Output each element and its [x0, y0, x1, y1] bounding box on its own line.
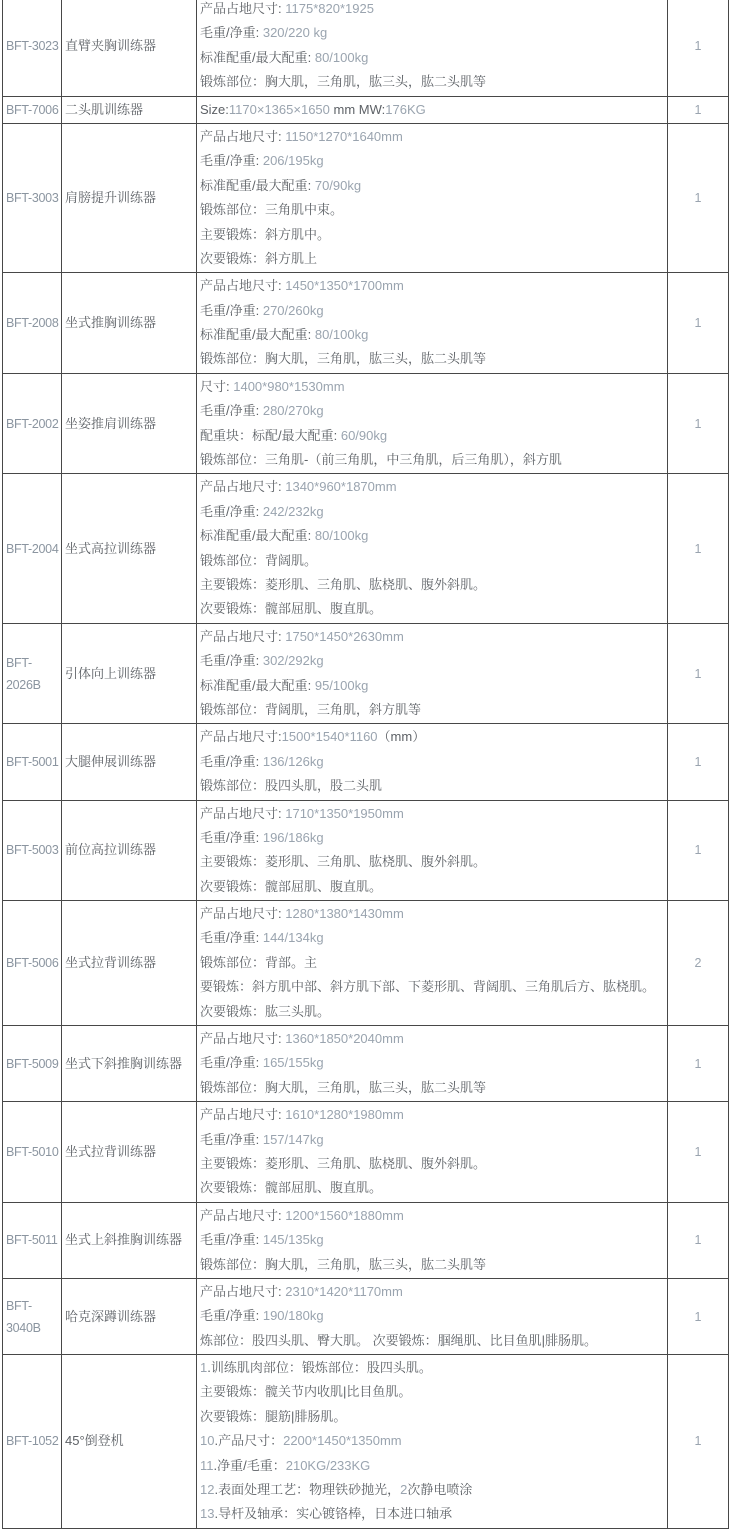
- quantity-cell: 1: [668, 96, 729, 123]
- spec-label: 标准配重/最大配重:: [200, 677, 315, 693]
- specs-cell: [197, 0, 668, 96]
- equipment-name-cell: 坐式高拉训练器: [62, 474, 197, 623]
- model-cell: BFT-5001: [3, 724, 62, 800]
- model-cell: BFT-2008: [3, 273, 62, 374]
- spec-value: 1710*1350*1950mm: [285, 805, 404, 821]
- specs-cell: [197, 273, 668, 374]
- spec-label: mm MW:: [329, 101, 386, 117]
- equipment-spec-table: [2, 0, 729, 1529]
- spec-label: 毛重/净重:: [200, 1232, 263, 1248]
- table-row: [3, 800, 729, 901]
- spec-line: [200, 802, 665, 826]
- quantity-cell: 1: [668, 1102, 729, 1203]
- spec-line: [200, 875, 665, 899]
- spec-value: 206/195kg: [262, 153, 324, 169]
- spec-value: 80/100kg: [314, 528, 369, 544]
- model-cell: BFT-1052: [3, 1355, 62, 1529]
- equipment-name-cell: 直臂夹胸训练器: [62, 0, 197, 96]
- spec-line: [200, 247, 665, 271]
- table-row: [3, 1278, 729, 1354]
- spec-value: 2200*1450*1350mm: [283, 1433, 402, 1449]
- table-row: [3, 0, 729, 96]
- spec-line: [200, 375, 665, 399]
- spec-label: .导杆及轴承：实心镀铬棒，日本进口轴承: [214, 1506, 453, 1522]
- spec-value: 1450*1350*1700mm: [285, 278, 404, 294]
- spec-value: 12: [200, 1482, 215, 1498]
- table-row: [3, 901, 729, 1026]
- spec-label: 毛重/净重:: [200, 153, 263, 169]
- spec-line: [200, 475, 665, 499]
- spec-line: [200, 1000, 665, 1024]
- spec-value: 2310*1420*1170mm: [285, 1283, 403, 1299]
- spec-line: [200, 299, 665, 323]
- spec-line: [200, 70, 665, 94]
- table-row: [3, 1026, 729, 1102]
- spec-label: 锻炼部位：三角肌-（前三角肌，中三角肌，后三角肌），斜方肌: [200, 452, 562, 468]
- model-cell: BFT-5009: [3, 1026, 62, 1102]
- spec-label: 毛重/净重:: [200, 1308, 263, 1324]
- equipment-name-cell: 前位高拉训练器: [62, 800, 197, 901]
- table-row: [3, 123, 729, 272]
- specs-cell: [197, 1026, 668, 1102]
- spec-line: [200, 524, 665, 548]
- spec-line: [200, 951, 665, 975]
- spec-line: [200, 448, 665, 472]
- specs-cell: [197, 901, 668, 1026]
- spec-line: [200, 1429, 665, 1453]
- spec-label: 次要锻炼：髋部屈肌、腹直肌。: [200, 878, 383, 894]
- equipment-name-cell: 大腿伸展训练器: [62, 724, 197, 800]
- spec-line: [200, 902, 665, 926]
- spec-label: 次要锻炼：腿筋|腓肠肌。: [200, 1408, 347, 1424]
- spec-line: [200, 750, 665, 774]
- spec-value: 136/126kg: [262, 753, 324, 769]
- spec-label: 配重块：标配/最大配重:: [200, 427, 341, 443]
- spec-value: 70/90kg: [314, 177, 362, 193]
- quantity-cell: 2: [668, 901, 729, 1026]
- spec-line: [200, 725, 665, 749]
- spec-line: [200, 1253, 665, 1277]
- equipment-name-cell: 坐式下斜推胸训练器: [62, 1026, 197, 1102]
- spec-label: 锻炼部位：胸大肌，三角肌，肱三头，肱二头肌等: [200, 1079, 487, 1095]
- spec-value: 196/186kg: [262, 829, 324, 845]
- spec-label: 产品占地尺寸:: [200, 628, 286, 644]
- spec-value: 10: [200, 1433, 215, 1449]
- spec-value: 176KG: [385, 101, 426, 117]
- spec-value: 1750*1450*2630mm: [285, 628, 404, 644]
- spec-value: 1175*820*1925: [285, 1, 374, 16]
- model-cell: BFT-5006: [3, 901, 62, 1026]
- spec-label: 锻炼部位：背阔肌。: [200, 552, 318, 568]
- spec-label: 产品占地尺寸:: [200, 805, 286, 821]
- table-row: [3, 373, 729, 474]
- equipment-name-cell: 引体向上训练器: [62, 623, 197, 724]
- spec-value: 60/90kg: [340, 427, 388, 443]
- quantity-cell: 1: [668, 1278, 729, 1354]
- spec-line: [200, 500, 665, 524]
- spec-label: 产品占地尺寸:: [200, 906, 286, 922]
- spec-label: 主要锻炼：菱形肌、三角肌、肱桡肌、腹外斜肌。: [200, 576, 487, 592]
- spec-label: 尺寸:: [200, 378, 234, 394]
- spec-value: 1360*1850*2040mm: [285, 1031, 404, 1047]
- spec-label: 毛重/净重:: [200, 403, 263, 419]
- spec-value: 1150*1270*1640mm: [285, 128, 403, 144]
- spec-value: 95/100kg: [314, 677, 369, 693]
- spec-label: Size:: [200, 101, 229, 117]
- quantity-cell: 1: [668, 373, 729, 474]
- quantity-cell: 1: [668, 1202, 729, 1278]
- spec-line: [200, 198, 665, 222]
- spec-label: .表面处理工艺：物理铁砂抛光，: [214, 1482, 401, 1498]
- spec-label: 锻炼部位：背部。主: [200, 954, 318, 970]
- spec-label: 产品占地尺寸:: [200, 1107, 286, 1123]
- spec-value: 1200*1560*1880mm: [285, 1207, 404, 1223]
- spec-label: 毛重/净重:: [200, 653, 263, 669]
- spec-label: 次要锻炼：斜方肌上: [200, 250, 318, 266]
- spec-line: [200, 1051, 665, 1075]
- spec-value: 280/270kg: [262, 403, 324, 419]
- spec-line: [200, 274, 665, 298]
- spec-value: 1340*960*1870mm: [285, 479, 397, 495]
- table-row: [3, 1355, 729, 1529]
- spec-label: 主要锻炼：菱形肌、三角肌、肱桡肌、腹外斜肌。: [200, 854, 487, 870]
- table-row: [3, 724, 729, 800]
- table-row: [3, 1102, 729, 1203]
- spec-line: [200, 1204, 665, 1228]
- model-cell: BFT-3023: [3, 0, 62, 96]
- spec-line: [200, 674, 665, 698]
- spec-line: [200, 98, 665, 122]
- spec-value: 302/292kg: [262, 653, 324, 669]
- spec-line: [200, 1103, 665, 1127]
- spec-label: 锻炼部位：股四头肌，股二头肌: [200, 778, 383, 794]
- equipment-spec-table-wrap: [2, 0, 728, 1529]
- spec-label: （mm）: [377, 729, 426, 745]
- spec-label: 产品占地尺寸:: [200, 1283, 286, 1299]
- model-cell: BFT-5011: [3, 1202, 62, 1278]
- spec-label: 主要锻炼：斜方肌中。: [200, 226, 331, 242]
- specs-cell: [197, 474, 668, 623]
- spec-line: [200, 1027, 665, 1051]
- equipment-name-cell: 坐式推胸训练器: [62, 273, 197, 374]
- spec-line: [200, 850, 665, 874]
- spec-value: 145/135kg: [262, 1232, 324, 1248]
- spec-value: 80/100kg: [314, 327, 369, 343]
- spec-line: [200, 0, 665, 21]
- quantity-cell: 1: [668, 800, 729, 901]
- specs-cell: [197, 1102, 668, 1203]
- spec-line: [200, 347, 665, 371]
- spec-line: [200, 21, 665, 45]
- spec-line: [200, 1329, 665, 1353]
- model-cell: BFT-5010: [3, 1102, 62, 1203]
- spec-line: [200, 1454, 665, 1478]
- spec-label: 产品占地尺寸:: [200, 479, 286, 495]
- spec-label: 主要锻炼：髋关节内收肌|比目鱼肌。: [200, 1384, 412, 1400]
- spec-label: 锻炼部位：胸大肌，三角肌，肱三头，肱二头肌等: [200, 74, 487, 90]
- equipment-name-cell: 哈克深蹲训练器: [62, 1278, 197, 1354]
- table-row: [3, 474, 729, 623]
- spec-label: 产品占地尺寸:: [200, 1207, 286, 1223]
- quantity-cell: 1: [668, 123, 729, 272]
- spec-label: 毛重/净重:: [200, 25, 263, 41]
- spec-line: [200, 625, 665, 649]
- spec-line: [200, 174, 665, 198]
- spec-label: 锻炼部位：三角肌中束。: [200, 202, 344, 218]
- specs-cell: [197, 373, 668, 474]
- spec-value: 242/232kg: [262, 503, 324, 519]
- spec-value: 11: [200, 1457, 214, 1473]
- equipment-name-cell: 肩膀提升训练器: [62, 123, 197, 272]
- spec-label: 毛重/净重:: [200, 829, 263, 845]
- spec-value: 1610*1280*1980mm: [285, 1107, 404, 1123]
- spec-line: [200, 649, 665, 673]
- quantity-cell: 1: [668, 724, 729, 800]
- spec-line: [200, 573, 665, 597]
- spec-value: 1: [200, 1360, 208, 1376]
- spec-label: 产品占地尺寸:: [200, 729, 282, 745]
- spec-line: [200, 597, 665, 621]
- spec-line: [200, 1128, 665, 1152]
- spec-line: [200, 1478, 665, 1502]
- model-cell: BFT-3040B: [3, 1278, 62, 1354]
- spec-line: [200, 223, 665, 247]
- spec-label: 产品占地尺寸:: [200, 128, 286, 144]
- spec-label: .训练肌肉部位：锻炼部位：股四头肌。: [207, 1360, 432, 1376]
- table-row: [3, 1202, 729, 1278]
- equipment-name-cell: 坐姿推肩训练器: [62, 373, 197, 474]
- spec-line: [200, 399, 665, 423]
- spec-label: .净重/毛重：: [213, 1457, 286, 1473]
- spec-label: 产品占地尺寸:: [200, 278, 286, 294]
- spec-line: [200, 698, 665, 722]
- equipment-name-cell: 坐式上斜推胸训练器: [62, 1202, 197, 1278]
- equipment-name-cell: 坐式拉背训练器: [62, 1102, 197, 1203]
- spec-label: 锻炼部位：胸大肌，三角肌，肱三头，肱二头肌等: [200, 1256, 487, 1272]
- equipment-name-cell: 二头肌训练器: [62, 96, 197, 123]
- spec-label: 毛重/净重:: [200, 753, 263, 769]
- quantity-cell: 1: [668, 474, 729, 623]
- model-cell: BFT-5003: [3, 800, 62, 901]
- spec-value: 13: [200, 1506, 215, 1522]
- quantity-cell: 1: [668, 623, 729, 724]
- spec-line: [200, 774, 665, 798]
- spec-line: [200, 149, 665, 173]
- spec-label: 毛重/净重:: [200, 503, 263, 519]
- table-row: [3, 623, 729, 724]
- table-row: [3, 96, 729, 123]
- model-cell: BFT-7006: [3, 96, 62, 123]
- spec-value: 1280*1380*1430mm: [285, 906, 404, 922]
- spec-label: 毛重/净重:: [200, 1055, 263, 1071]
- spec-value: 165/155kg: [262, 1055, 324, 1071]
- spec-label: 毛重/净重:: [200, 302, 263, 318]
- spec-label: 炼部位：股四头肌、臀大肌。 次要锻炼：腘绳肌、比目鱼肌|腓肠肌。: [200, 1332, 597, 1348]
- model-cell: BFT-2026B: [3, 623, 62, 724]
- quantity-cell: 1: [668, 1026, 729, 1102]
- spec-line: [200, 1380, 665, 1404]
- spec-line: [200, 826, 665, 850]
- spec-value: 270/260kg: [262, 302, 324, 318]
- spec-line: [200, 975, 665, 999]
- model-cell: BFT-3003: [3, 123, 62, 272]
- spec-line: [200, 549, 665, 573]
- spec-value: 190/180kg: [262, 1308, 324, 1324]
- equipment-name-cell: 坐式拉背训练器: [62, 901, 197, 1026]
- spec-line: [200, 1304, 665, 1328]
- spec-line: [200, 1405, 665, 1429]
- spec-line: [200, 1280, 665, 1304]
- spec-value: 144/134kg: [262, 930, 324, 946]
- specs-cell: [197, 1355, 668, 1529]
- specs-cell: [197, 1278, 668, 1354]
- spec-line: [200, 125, 665, 149]
- spec-line: [200, 323, 665, 347]
- spec-label: 次要锻炼：髋部屈肌、腹直肌。: [200, 1180, 383, 1196]
- spec-line: [200, 46, 665, 70]
- spec-label: 标准配重/最大配重:: [200, 49, 315, 65]
- specs-cell: [197, 623, 668, 724]
- table-row: [3, 273, 729, 374]
- quantity-cell: 1: [668, 0, 729, 96]
- spec-value: 2: [400, 1482, 408, 1498]
- spec-label: 主要锻炼：菱形肌、三角肌、肱桡肌、腹外斜肌。: [200, 1155, 487, 1171]
- spec-label: 产品占地尺寸:: [200, 1031, 286, 1047]
- equipment-table-body: [3, 0, 729, 1528]
- spec-value: 1170×1365×1650: [228, 101, 330, 117]
- spec-label: 标准配重/最大配重:: [200, 528, 315, 544]
- spec-value: 320/220 kg: [262, 25, 328, 41]
- spec-value: 1400*980*1530mm: [233, 378, 345, 394]
- spec-value: 80/100kg: [314, 49, 369, 65]
- spec-label: 锻炼部位：背阔肌，三角肌，斜方肌等: [200, 701, 422, 717]
- spec-line: [200, 1152, 665, 1176]
- model-cell: BFT-2004: [3, 474, 62, 623]
- specs-cell: [197, 724, 668, 800]
- spec-label: 次要锻炼：肱三头肌。: [200, 1003, 331, 1019]
- spec-label: 标准配重/最大配重:: [200, 327, 315, 343]
- spec-label: 次要锻炼：髋部屈肌、腹直肌。: [200, 601, 383, 617]
- spec-label: 毛重/净重:: [200, 930, 263, 946]
- model-cell: BFT-2002: [3, 373, 62, 474]
- specs-cell: [197, 1202, 668, 1278]
- spec-line: [200, 1176, 665, 1200]
- spec-value: 1500*1540*1160: [281, 729, 378, 745]
- spec-label: 次静电喷涂: [407, 1482, 473, 1498]
- spec-value: 210KG/233KG: [285, 1457, 371, 1473]
- spec-label: 锻炼部位：胸大肌，三角肌，肱三头，肱二头肌等: [200, 351, 487, 367]
- quantity-cell: 1: [668, 1355, 729, 1529]
- spec-line: [200, 1502, 665, 1526]
- specs-cell: [197, 96, 668, 123]
- spec-value: 157/147kg: [262, 1131, 324, 1147]
- spec-line: [200, 1076, 665, 1100]
- spec-line: [200, 1228, 665, 1252]
- quantity-cell: 1: [668, 273, 729, 374]
- spec-line: [200, 1356, 665, 1380]
- specs-cell: [197, 800, 668, 901]
- equipment-name-cell: 45°倒登机: [62, 1355, 197, 1529]
- spec-line: [200, 424, 665, 448]
- spec-line: [200, 926, 665, 950]
- spec-label: 要锻炼：斜方肌中部、斜方肌下部、下菱形肌、背阔肌、三角肌后方、肱桡肌。: [200, 979, 656, 995]
- spec-label: 产品占地尺寸:: [200, 1, 286, 16]
- spec-label: 毛重/净重:: [200, 1131, 263, 1147]
- spec-label: 标准配重/最大配重:: [200, 177, 315, 193]
- spec-label: .产品尺寸：: [214, 1433, 284, 1449]
- specs-cell: [197, 123, 668, 272]
